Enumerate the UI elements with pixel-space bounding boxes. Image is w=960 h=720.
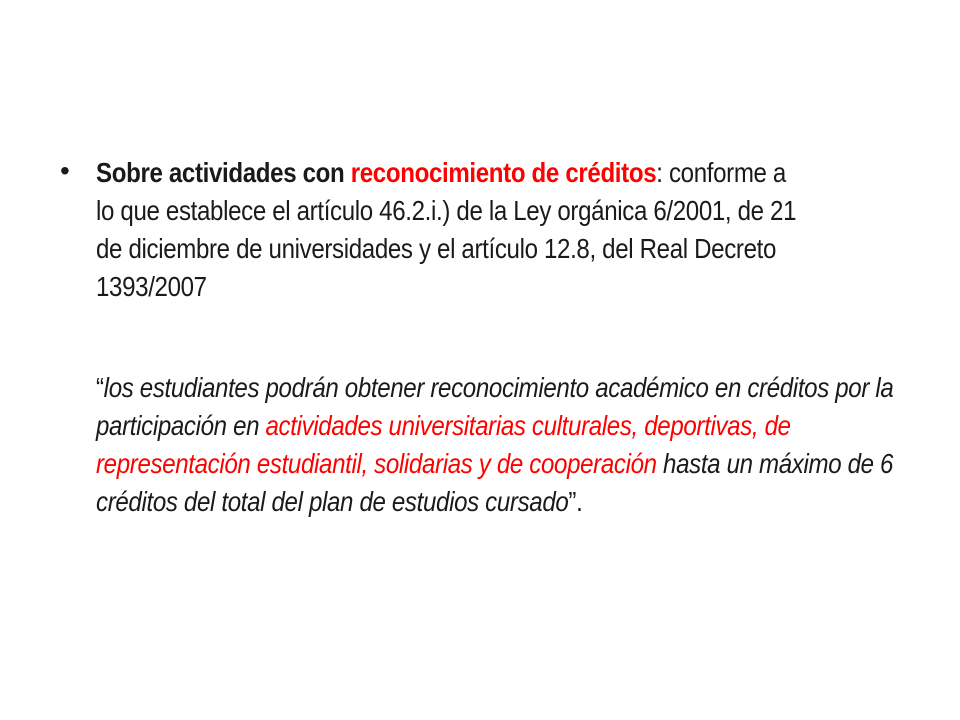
quote-block <box>96 369 913 521</box>
bullet-lead-bold: Sobre actividades con <box>96 157 351 188</box>
quote-highlight: actividades universitarias culturales, deportivas, de representación estudiantil, solidarias y de cooperación <box>96 410 791 479</box>
bullet-item <box>60 150 920 306</box>
quote-text-before: los estudiantes podrán obtener reconocimiento académico en créditos por la participación en <box>96 372 894 441</box>
quote-text-after: hasta un máximo de 6 créditos del total del plan de estudios cursado <box>96 448 894 517</box>
bullet-body: conforme a lo que establece el artículo 46.2.i.) de la Ley orgánica 6/2001, de 21 de diciembre de universidades y el artículo 12.8, del Real Decreto 1393/2007 <box>96 157 797 302</box>
bullet-highlight: reconocimiento de créditos <box>350 157 657 188</box>
bullet-block <box>60 150 920 306</box>
bullet-marker: • <box>60 155 70 186</box>
bullet-text <box>96 154 805 306</box>
bullet-colon: : <box>656 157 663 188</box>
quote-open-mark: “ <box>96 372 104 403</box>
quote-close-mark: ”. <box>568 486 583 517</box>
